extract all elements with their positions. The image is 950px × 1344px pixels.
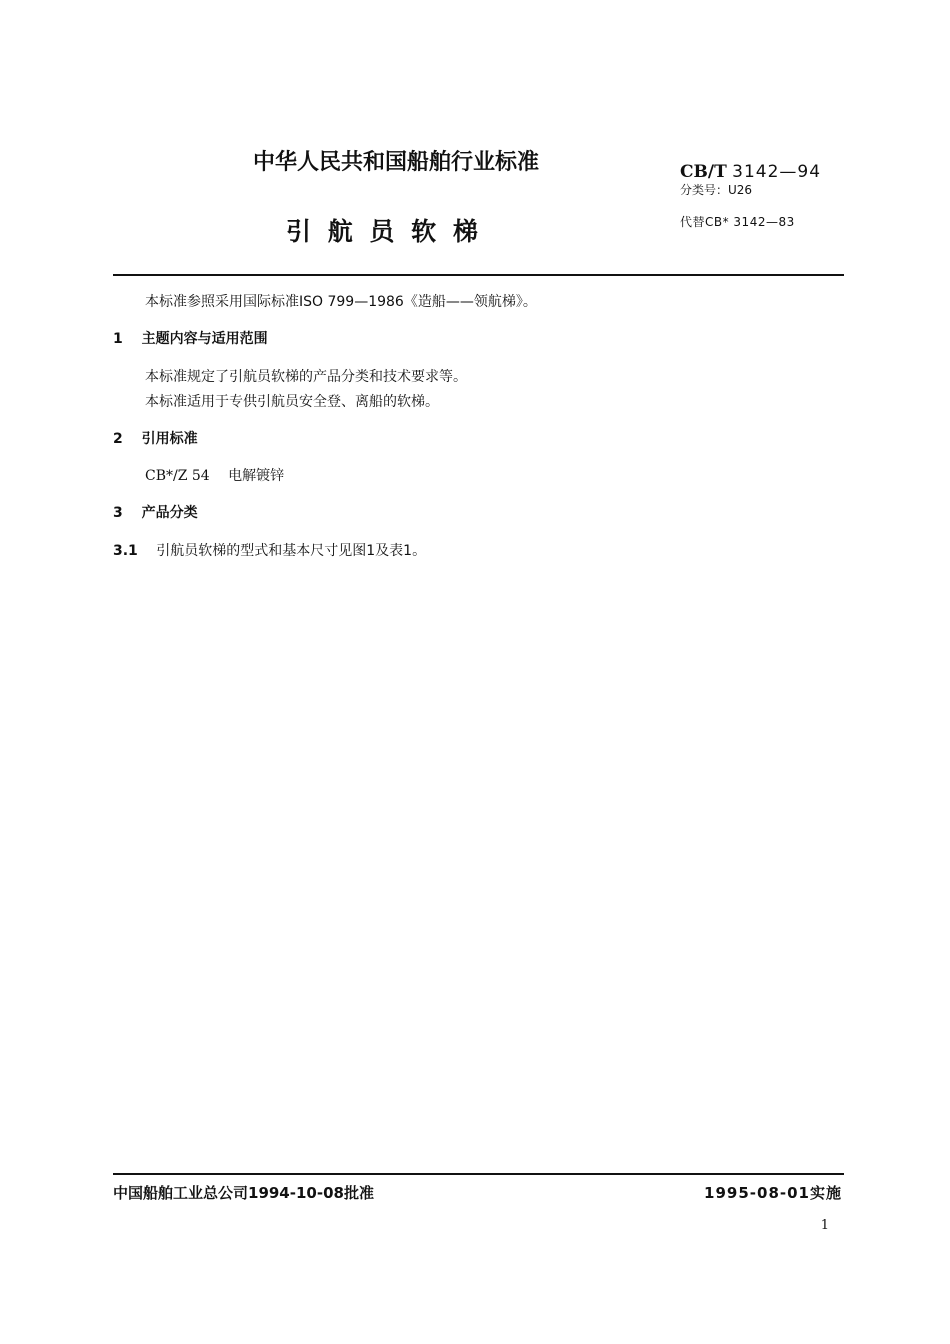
standard-prefix: CB/T xyxy=(680,162,727,182)
section-1-paragraph-2: 本标准适用于专供引航员安全登、离船的软梯。 xyxy=(145,394,439,410)
footer-rule xyxy=(113,1173,844,1175)
section-1-heading xyxy=(113,328,268,348)
reference-code: CB*/Z 54 xyxy=(145,468,210,484)
page-number: 1 xyxy=(820,1218,829,1233)
section-title: 引用标准 xyxy=(141,431,198,447)
header-rule xyxy=(113,274,844,276)
implementation-date: 1995-08-01实施 xyxy=(704,1184,842,1202)
clause-text: 引航员软梯的型式和基本尺寸见图1及表1。 xyxy=(156,543,427,559)
section-number: 3 xyxy=(113,505,123,521)
issuing-authority-title: 中华人民共和国船舶行业标准 xyxy=(253,150,540,175)
section-1-paragraph-1: 本标准规定了引航员软梯的产品分类和技术要求等。 xyxy=(145,369,467,385)
normative-reference xyxy=(145,465,284,485)
reference-title: 电解镀锌 xyxy=(228,468,285,484)
replaces-standard: 代替CB* 3142—83 xyxy=(680,215,795,229)
approval-statement: 中国船舶工业总公司1994-10-08批准 xyxy=(113,1184,374,1202)
section-title: 主题内容与适用范围 xyxy=(141,331,268,347)
section-title: 产品分类 xyxy=(141,505,198,521)
section-number: 1 xyxy=(113,331,123,347)
classification-number: 分类号：U26 xyxy=(680,183,753,197)
clause-3-1 xyxy=(113,540,426,560)
clause-number: 3.1 xyxy=(113,543,138,559)
document-title: 引 航 员 软 梯 xyxy=(286,217,482,246)
standard-number: 3142—94 xyxy=(732,162,822,182)
section-3-heading xyxy=(113,502,198,522)
section-2-heading xyxy=(113,428,198,448)
standard-code xyxy=(680,162,821,182)
intro-paragraph: 本标准参照采用国际标准ISO 799—1986《造船——领航梯》。 xyxy=(145,294,537,310)
section-number: 2 xyxy=(113,431,123,447)
